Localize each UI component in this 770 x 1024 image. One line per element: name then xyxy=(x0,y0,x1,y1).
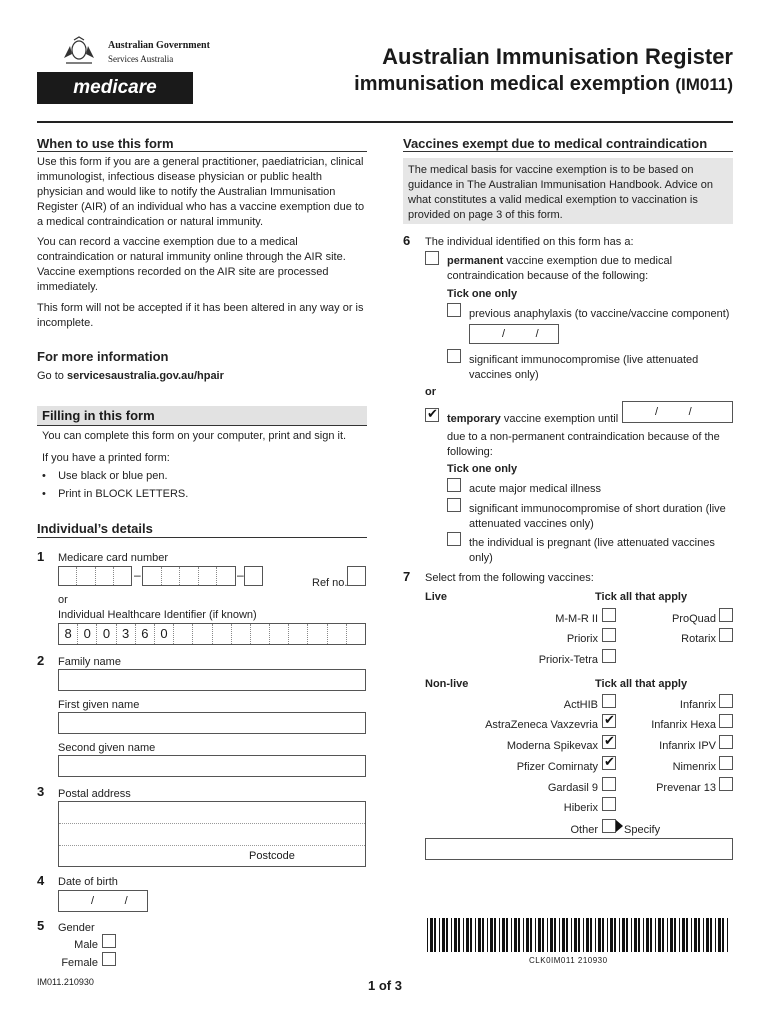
q5-number: 5 xyxy=(37,918,45,933)
ihi-digit xyxy=(270,624,289,644)
arrow-right-icon xyxy=(616,820,623,832)
more-info-heading: For more information xyxy=(37,349,169,364)
q2-label: Family name xyxy=(58,656,121,668)
q3-label: Postal address xyxy=(58,788,131,800)
vaccines-info-box xyxy=(403,158,733,224)
rotarix-checkbox[interactable] xyxy=(719,628,733,642)
filling-paragraph-1: You can complete this form on your computer, print and sign it. xyxy=(42,430,347,442)
more-info-text xyxy=(37,369,224,384)
gov-line-2: Services Australia xyxy=(108,54,174,64)
ihi-digit xyxy=(174,624,193,644)
barcode-text: CLK0IM011 210930 xyxy=(529,956,608,965)
filling-bullet-2: • Print in BLOCK LETTERS. xyxy=(42,488,189,500)
sig-short-checkbox[interactable] xyxy=(447,498,461,512)
page-number: 1 of 3 xyxy=(368,978,402,993)
female-label: Female xyxy=(61,957,98,969)
hiberix-checkbox[interactable] xyxy=(602,797,616,811)
second-name-input[interactable] xyxy=(58,755,366,777)
ihi-digit xyxy=(347,624,365,644)
ref-no-label: Ref no. xyxy=(312,577,348,589)
priorix-checkbox[interactable] xyxy=(602,628,616,642)
page-title-line-1: Australian Immunisation Register xyxy=(382,44,733,69)
priorix-tetra-checkbox[interactable] xyxy=(602,649,616,663)
non-live-label: Non-live xyxy=(425,678,469,690)
acthib-checkbox[interactable] xyxy=(602,694,616,708)
filling-bullet-1: • Use black or blue pen. xyxy=(42,470,168,482)
non-permanent-label: due to a non-permanent contraindication because of the following: xyxy=(447,431,720,458)
vaccines-underline xyxy=(403,151,733,152)
q4-number: 4 xyxy=(37,873,45,888)
permanent-label xyxy=(447,254,717,284)
temporary-date-slashes: / / xyxy=(655,406,692,418)
header-divider xyxy=(37,121,733,123)
acute-label: acute major medical illness xyxy=(469,483,602,495)
temporary-until-date-input[interactable] xyxy=(622,401,733,423)
medicare-logo-text: medicare xyxy=(73,77,157,98)
ihi-digit xyxy=(308,624,327,644)
filling-panel-header xyxy=(37,406,367,426)
anaphylaxis-checkbox[interactable] xyxy=(447,303,461,317)
q1-number: 1 xyxy=(37,549,45,564)
medicare-number-part-1[interactable] xyxy=(58,566,132,586)
when-paragraph-1: Use this form if you are a general practitioner, paediatrician, clinical immunologist, infectious disease physician or public health physician and would like to notify the Australian Immunisation Register (AIR) of an individual who has a vaccine exemption due to a medical contraindication or natural immunity. xyxy=(37,156,365,228)
more-info-prefix: Go to xyxy=(37,370,67,382)
page-title-line-2 xyxy=(354,73,733,96)
anaphylaxis-date-slashes: / / xyxy=(502,328,539,340)
tick-one-only-2: Tick one only xyxy=(447,463,518,475)
ihi-digit: 0 xyxy=(78,624,97,644)
vaccine-label: Pfizer Comirnaty xyxy=(516,761,598,773)
ihi-digit: 0 xyxy=(97,624,116,644)
sig-immuno-checkbox[interactable] xyxy=(447,349,461,363)
individual-heading: Individual’s details xyxy=(37,521,153,536)
q1-label: Medicare card number xyxy=(58,552,169,564)
bullet-2-text: Print in BLOCK LETTERS. xyxy=(58,488,189,500)
barcode-image xyxy=(425,918,733,952)
family-name-input[interactable] xyxy=(58,669,366,691)
bullet-1-text: Use black or blue pen. xyxy=(58,470,168,482)
gardasil-checkbox[interactable] xyxy=(602,777,616,791)
first-name-input[interactable] xyxy=(58,712,366,734)
ihi-digit xyxy=(213,624,232,644)
q7-label: Select from the following vaccines: xyxy=(425,572,594,584)
vaccine-label: M-M-R II xyxy=(555,613,598,625)
title-main: immunisation medical exemption xyxy=(354,73,670,95)
q3-number: 3 xyxy=(37,784,45,799)
gov-crest-icon xyxy=(60,36,98,66)
q5-label: Gender xyxy=(58,922,95,934)
address-line-divider xyxy=(59,845,365,846)
medicare-logo xyxy=(37,72,193,104)
sig-immuno-label: significant immunocompromise (live attenuated vaccines only) xyxy=(469,354,699,381)
ihi-digit: 6 xyxy=(136,624,155,644)
vaccine-label: Moderna Spikevax xyxy=(506,740,598,752)
vaccines-info-text: The medical basis for vaccine exemption is to be based on guidance in The Australian Immunisation Handbook. Advice on what constitutes a valid medical exemption to vaccination is provided on page 3 of this form. xyxy=(408,164,713,221)
address-line-divider xyxy=(59,823,365,824)
dash-1: – xyxy=(134,568,141,582)
nimenrix-checkbox[interactable] xyxy=(719,756,733,770)
male-checkbox[interactable] xyxy=(102,934,116,948)
ref-no-input[interactable] xyxy=(347,566,366,586)
q4-label: Date of birth xyxy=(58,876,118,888)
ihi-digit: 8 xyxy=(59,624,78,644)
filling-paragraph-2: If you have a printed form: xyxy=(42,452,170,464)
specify-input[interactable] xyxy=(425,838,733,860)
infanrix-checkbox[interactable] xyxy=(719,694,733,708)
individual-underline xyxy=(37,537,367,538)
first-name-label: First given name xyxy=(58,699,140,711)
ihi-digit xyxy=(328,624,347,644)
sig-short-label: significant immunocompromise of short duration (live attenuated vaccines only) xyxy=(469,503,726,530)
or-label-2: or xyxy=(425,386,436,398)
vaccine-label: AstraZeneca Vaxzevria xyxy=(485,719,598,731)
live-label: Live xyxy=(425,591,448,603)
pregnant-label: the individual is pregnant (live attenuated vaccines only) xyxy=(469,537,715,564)
q6-number: 6 xyxy=(403,233,411,248)
tick-all-non-live: Tick all that apply xyxy=(595,678,688,690)
dash-2: – xyxy=(237,568,244,582)
medicare-number-part-2[interactable] xyxy=(142,566,236,586)
title-code: (IM011) xyxy=(675,75,733,94)
dob-slashes: / / xyxy=(91,895,128,907)
dob-input[interactable] xyxy=(58,890,148,912)
vaccine-label: Gardasil 9 xyxy=(547,782,598,794)
ihi-digit xyxy=(251,624,270,644)
ihi-input[interactable] xyxy=(58,623,366,645)
vaccine-label: Infanrix xyxy=(679,699,716,711)
vaccine-label: ActHIB xyxy=(563,699,598,711)
pregnant-checkbox[interactable] xyxy=(447,532,461,546)
ihi-digit: 3 xyxy=(117,624,136,644)
postcode-label: Postcode xyxy=(249,850,295,862)
specify-label: Specify xyxy=(624,824,661,836)
acute-checkbox[interactable] xyxy=(447,478,461,492)
tick-one-only-1: Tick one only xyxy=(447,288,518,300)
permanent-bold: permanent xyxy=(447,255,504,267)
q6-label: The individual identified on this form has a: xyxy=(425,236,634,248)
when-paragraph-3: This form will not be accepted if it has been altered in any way or is incomplete. xyxy=(37,302,364,329)
anaphylaxis-date-input[interactable] xyxy=(469,324,559,344)
when-underline xyxy=(37,151,367,152)
when-heading: When to use this form xyxy=(37,136,174,151)
astrazeneca-checkbox[interactable] xyxy=(602,714,616,728)
form-code: IM011.210930 xyxy=(37,977,94,987)
postal-address-input[interactable] xyxy=(58,801,366,867)
vaccine-label: Hiberix xyxy=(563,802,598,814)
ihi-digit xyxy=(193,624,212,644)
medicare-number-part-3[interactable] xyxy=(244,566,263,586)
vaccine-label: Prevenar 13 xyxy=(656,782,716,794)
anaphylaxis-label: previous anaphylaxis (to vaccine/vaccine component) xyxy=(469,308,730,320)
when-paragraph-2: You can record a vaccine exemption due to a medical contraindication or natural immunity online through the AIR site. Vaccine exemptions recorded on the AIR site are processed immediately. xyxy=(37,236,346,293)
vaccine-label: ProQuad xyxy=(671,613,716,625)
temporary-label xyxy=(447,412,618,427)
prevenar-checkbox[interactable] xyxy=(719,777,733,791)
pfizer-checkbox[interactable] xyxy=(602,756,616,770)
vaccines-heading: Vaccines exempt due to medical contraindication xyxy=(403,136,708,151)
vaccine-label: Priorix xyxy=(566,633,598,645)
temporary-rest: vaccine exemption until xyxy=(500,413,619,425)
vaccine-label: Infanrix Hexa xyxy=(651,719,716,731)
ihi-digit xyxy=(289,624,308,644)
q2-number: 2 xyxy=(37,653,45,668)
ihi-label: Individual Healthcare Identifier (if known) xyxy=(58,609,257,621)
infanrix-ipv-checkbox[interactable] xyxy=(719,735,733,749)
moderna-checkbox[interactable] xyxy=(602,735,616,749)
vaccine-label: Nimenrix xyxy=(672,761,716,773)
other-checkbox[interactable] xyxy=(602,819,616,833)
or-label-1: or xyxy=(58,594,68,606)
ihi-digit: 0 xyxy=(155,624,174,644)
temporary-bold: temporary xyxy=(447,413,501,425)
ihi-digit xyxy=(232,624,251,644)
q7-number: 7 xyxy=(403,569,411,584)
second-name-label: Second given name xyxy=(58,742,156,754)
permanent-checkbox[interactable] xyxy=(425,251,439,265)
permanent-rest: vaccine exemption due to medical contraindication because of the following: xyxy=(447,255,673,282)
vaccine-label: Rotarix xyxy=(681,633,716,645)
gov-line-1: Australian Government xyxy=(108,40,210,51)
tick-all-live: Tick all that apply xyxy=(595,591,688,603)
filling-heading: Filling in this form xyxy=(42,408,155,423)
temporary-checkbox[interactable] xyxy=(425,408,439,422)
mmr-ii-checkbox[interactable] xyxy=(602,608,616,622)
infanrix-hexa-checkbox[interactable] xyxy=(719,714,733,728)
proquad-checkbox[interactable] xyxy=(719,608,733,622)
vaccine-label: Priorix-Tetra xyxy=(538,654,598,666)
vaccine-label: Infanrix IPV xyxy=(659,740,716,752)
more-info-link[interactable]: servicesaustralia.gov.au/hpair xyxy=(66,370,224,382)
male-label: Male xyxy=(74,939,98,951)
vaccine-label: Other xyxy=(570,824,598,836)
female-checkbox[interactable] xyxy=(102,952,116,966)
